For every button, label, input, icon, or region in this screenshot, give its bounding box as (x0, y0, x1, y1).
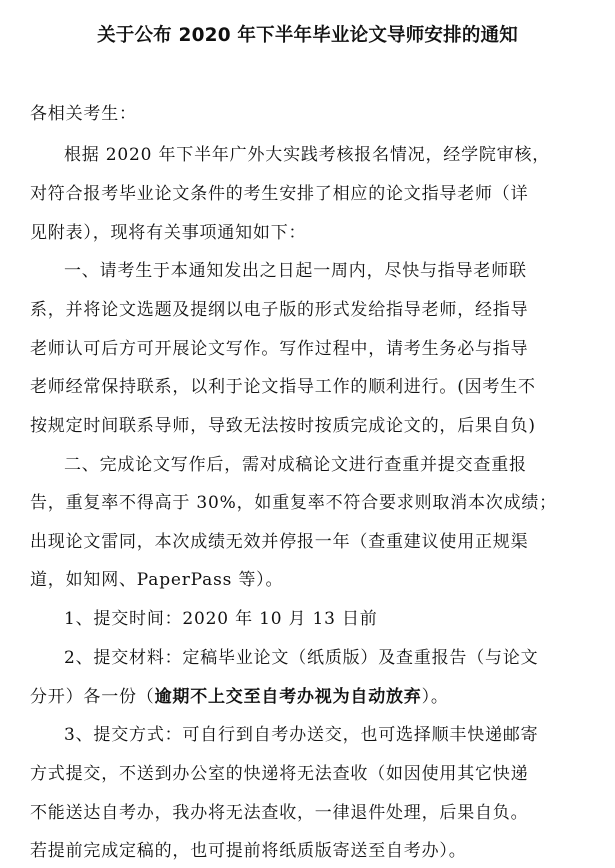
paragraph-line: 见附表），现将有关事项通知如下： (30, 223, 307, 243)
paragraph-line: 若提前完成定稿的，也可提前将纸质版寄送至自考办）。 (30, 841, 467, 861)
materials-suffix: ）。 (421, 687, 449, 707)
paragraph-line: 不能送达自考办，我办将无法查收，一律退件处理，后果自负。 (30, 803, 529, 823)
paragraph-line: 按规定时间联系导师，导致无法按时按质完成论文的，后果自负) (30, 416, 536, 436)
paragraph-line: 二、完成论文写作后，需对成稿论文进行查重并提交查重报 (64, 455, 527, 475)
paragraph-line: 道，如知网、PaperPass 等）。 (30, 570, 284, 590)
paragraph-line: 对符合报考毕业论文条件的考生安排了相应的论文指导老师（详 (30, 184, 529, 204)
overdue-warning: 逾期不上交至自考办视为自动放弃 (154, 687, 422, 707)
submission-method-line: 3、提交方式：可自行到自考办送交，也可选择顺丰快递邮寄 (64, 725, 539, 745)
document-title: 关于公布 2020 年下半年毕业论文导师安排的通知 (97, 25, 518, 46)
salutation: 各相关考生： (30, 104, 137, 124)
paragraph-line: 老师经常保持联系，以利于论文指导工作的顺利进行。(因考生不 (30, 377, 536, 397)
paragraph-line: 方式提交，不送到办公室的快递将无法查收（如因使用其它快递 (30, 764, 529, 784)
submission-time-line: 1、提交时间：2020 年 10 月 13 日前 (64, 609, 378, 629)
paragraph-line: 根据 2020 年下半年广外大实践考核报名情况，经学院审核， (64, 145, 551, 165)
materials-prefix: 分开）各一份（ (30, 687, 155, 707)
paragraph-line: 系，并将论文选题及提纲以电子版的形式发给指导老师，经指导 (30, 300, 529, 320)
paragraph-line: 告，重复率不得高于 30%，如重复率不符合要求则取消本次成绩； (30, 493, 557, 513)
submission-materials-line-2 (30, 683, 449, 711)
submission-materials-line: 2、提交材料：定稿毕业论文（纸质版）及查重报告（与论文 (64, 648, 539, 668)
paragraph-line: 老师认可后方可开展论文写作。写作过程中，请考生务必与指导 (30, 339, 529, 359)
paragraph-line: 出现论文雷同，本次成绩无效并停报一年（查重建议使用正规渠 (30, 532, 529, 552)
paragraph-line: 一、请考生于本通知发出之日起一周内，尽快与指导老师联 (64, 261, 527, 281)
